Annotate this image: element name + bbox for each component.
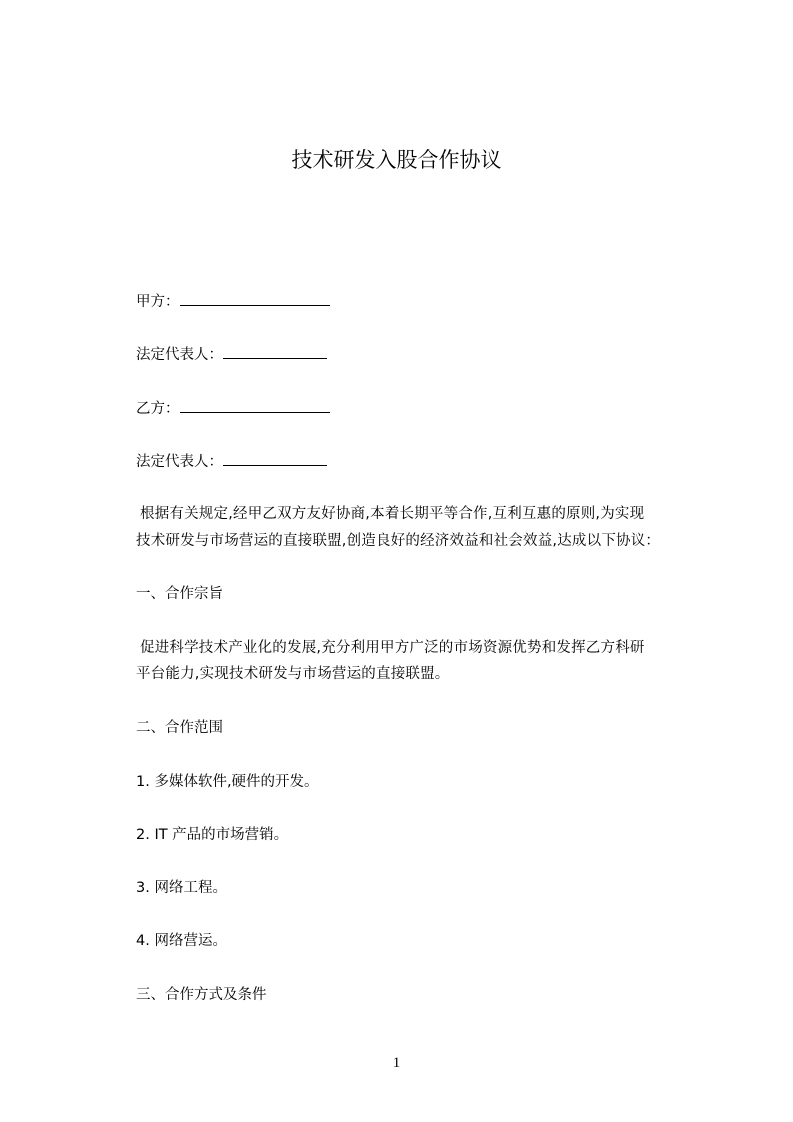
party-a-representative-label: 法定代表人：	[136, 347, 223, 363]
section-1-heading: 一、合作宗旨	[136, 586, 223, 602]
party-a-blank[interactable]	[180, 291, 330, 306]
page-number: 1	[392, 1055, 401, 1071]
party-b-field	[136, 398, 330, 419]
party-a-representative-field	[136, 344, 327, 365]
party-a-label: 甲方：	[136, 294, 180, 310]
party-a-field	[136, 291, 330, 312]
party-b-label: 乙方：	[136, 401, 180, 417]
section-3-heading: 三、合作方式及条件	[136, 987, 267, 1003]
intro-line-2: 技术研发与市场营运的直接联盟,创造良好的经济效益和社会效益,达成以下协议：	[136, 533, 661, 549]
party-b-representative-blank[interactable]	[223, 451, 327, 466]
party-b-representative-field	[136, 451, 327, 472]
document-title: 技术研发入股合作协议	[291, 148, 502, 172]
party-b-blank[interactable]	[180, 398, 330, 413]
party-b-representative-label: 法定代表人：	[136, 454, 223, 470]
section-2-item: 3. 网络工程。	[136, 880, 227, 896]
section-1-line-2: 平台能力,实现技术研发与市场营运的直接联盟。	[136, 666, 450, 682]
intro-line-1: 根据有关规定,经甲乙双方友好协商,本着长期平等合作,互利互惠的原则,为实现	[140, 506, 645, 522]
section-1-line-1: 促进科学技术产业化的发展,充分利用甲方广泛的市场资源优势和发挥乙方科研	[140, 640, 645, 656]
section-2-heading: 二、合作范围	[136, 720, 223, 736]
section-2-item: 2. IT 产品的市场营销。	[136, 827, 289, 843]
section-2-item: 1. 多媒体软件,硬件的开发。	[136, 774, 319, 790]
section-2-item: 4. 网络营运。	[136, 933, 227, 949]
party-a-representative-blank[interactable]	[223, 344, 327, 359]
